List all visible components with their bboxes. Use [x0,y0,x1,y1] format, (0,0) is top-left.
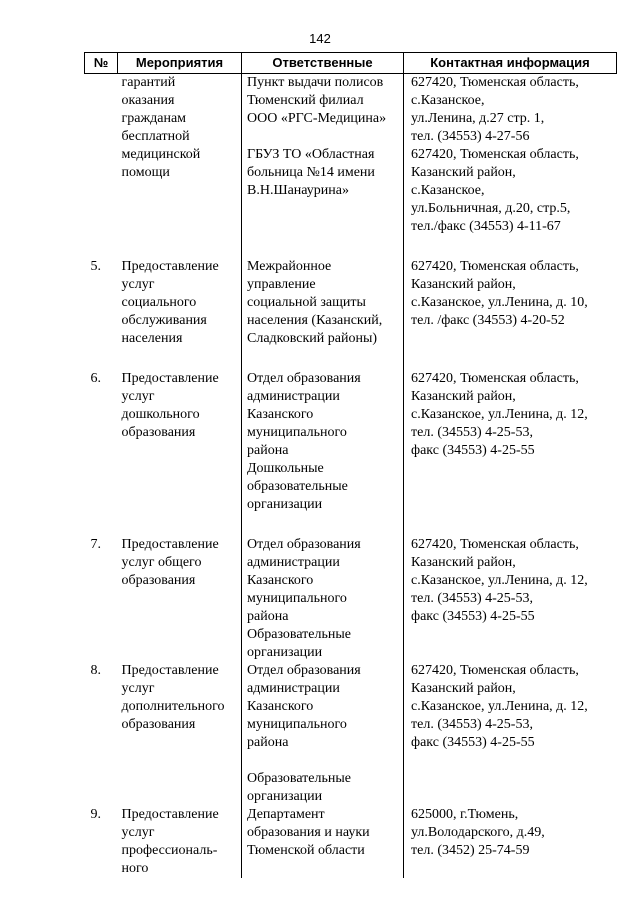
header-num: № [85,53,118,74]
row-number [85,74,118,237]
row-event: Предоставление услуг профессиональ- ного [118,806,242,878]
services-table [84,52,617,878]
row-event: Предоставление услуг социального обслуживания населения [118,258,242,348]
table-row [85,258,617,348]
row-number: 5. [90,259,101,274]
row-contact: 627420, Тюменская область, с.Казанское, ул.Ленина, д.27 стр. 1, тел. (34553) 4-27-56 627420, Тюменская область, Казанский район, с.Казанское, ул.Больничная, д.20, стр.5, тел./факс (34553) 4-11-67 [411,75,579,234]
row-number: 7. [90,537,101,552]
row-responsible: Отдел образования администрации Казанского муниципального района Образовательные организации [242,536,404,662]
row-event: Предоставление услуг дошкольного образования [118,370,242,514]
row-event: Предоставление услуг дополнительного образования [118,662,242,806]
row-contact: 627420, Тюменская область, Казанский район, с.Казанское, ул.Ленина, д. 12, тел. (34553) 4-25-53, факс (34553) 4-25-55 [411,663,588,750]
row-contact: 627420, Тюменская область, Казанский район, с.Казанское, ул.Ленина, д. 12, тел. (34553) 4-25-53, факс (34553) 4-25-55 [411,371,588,458]
row-contact: 627420, Тюменская область, Казанский район, с.Казанское, ул.Ленина, д. 12, тел. (34553) 4-25-53, факс (34553) 4-25-55 [411,537,588,624]
table-row [85,74,617,237]
row-spacer [85,348,617,370]
table-row [85,662,617,806]
table-row [85,806,617,878]
header-contact: Контактная информация [404,53,617,74]
row-responsible: Межрайонное управление социальной защиты населения (Казанский, Сладковский районы) [242,258,404,348]
table-row [85,536,617,662]
table-header-row [85,53,617,74]
row-contact: 625000, г.Тюмень, ул.Володарского, д.49, тел. (3452) 25-74-59 [411,807,545,858]
row-spacer [85,514,617,536]
table-row [85,370,617,514]
row-event: Предоставление услуг общего образования [118,536,242,662]
header-event: Мероприятия [118,53,242,74]
row-responsible: Департамент образования и науки Тюменской области [242,806,404,878]
row-number: 6. [90,371,101,386]
row-responsible: Отдел образования администрации Казанского муниципального района Образовательные организации [242,662,404,806]
row-responsible: Отдел образования администрации Казанского муниципального района Дошкольные образовательные организации [242,370,404,514]
page-number: 142 [309,31,331,46]
row-event: гарантий оказания гражданам бесплатной медицинской помощи [118,74,242,237]
row-spacer [85,236,617,258]
row-number: 8. [90,663,101,678]
header-responsible: Ответственные [242,53,404,74]
row-contact: 627420, Тюменская область, Казанский район, с.Казанское, ул.Ленина, д. 10, тел. /факс (34553) 4-20-52 [411,259,588,328]
row-number: 9. [90,807,101,822]
row-responsible: Пункт выдачи полисов Тюменский филиал ООО «РГС-Медицина» ГБУЗ ТО «Областная больница №14 имени В.Н.Шанаурина» [242,74,404,237]
